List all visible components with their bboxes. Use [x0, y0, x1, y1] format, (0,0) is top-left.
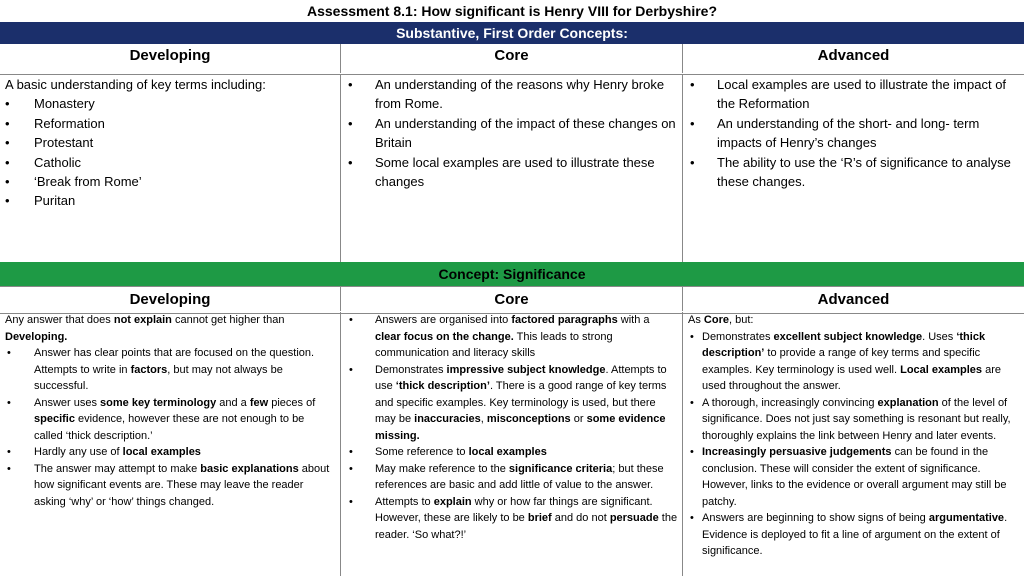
list-item: • The ability to use the ‘R’s of significance to analyse these changes. [690, 154, 1011, 190]
list-item: • Answers are organised into factored paragraphs with a clear focus on the change. This leads to strong communication and literacy skills [349, 314, 650, 359]
section2-core-cell [341, 312, 683, 576]
section1-content-row [0, 74, 1024, 262]
section1-developing-cell [0, 74, 341, 262]
page-title: Assessment 8.1: How significant is Henry VIII for Derbyshire? [0, 0, 1024, 23]
list-item: • An understanding of the short- and long- term impacts of Henry’s changes [690, 115, 980, 151]
section1-header-advanced: Advanced [683, 44, 1024, 73]
section2-header-core: Core [341, 287, 683, 311]
section1-advanced-cell [683, 74, 1024, 262]
developing-intro: Any answer that does not explain cannot get higher than Developing. [5, 314, 285, 343]
list-item: • Increasingly persuasive judgements can be found in the conclusion. These will consider the extent of significance. However, links to the evidence or overall argument may still be patchy. [690, 446, 1007, 508]
advanced-intro: As Core, but: [688, 314, 754, 326]
list-item: • Catholic [5, 154, 81, 170]
list-item: • Attempts to explain why or how far things are significant. However, these are likely to be brief and do not persuade the reader. ‘So what?!’ [349, 495, 678, 541]
core-list [346, 75, 678, 191]
core-criteria-list [346, 312, 678, 543]
key-terms-list [5, 94, 336, 210]
list-item: • Reformation [5, 115, 105, 131]
list-item: • Monastery [5, 96, 95, 112]
section2-header-developing: Developing [0, 287, 341, 311]
list-item: • A thorough, increasingly convincing explanation of the level of significance. Does not just say something is resonant but really, thoroughly explains the link between Henry and later events. [690, 396, 1011, 442]
section2-header-advanced: Advanced [683, 287, 1024, 311]
section2-header-row [0, 286, 1024, 314]
section2-content-row [0, 312, 1024, 576]
advanced-list [688, 75, 1020, 191]
section1-header-row [0, 44, 1024, 75]
section1-header-core: Core [341, 44, 683, 73]
list-item: • An understanding of the reasons why Henry broke from Rome. [348, 77, 665, 112]
list-item: • Answers are beginning to show signs of being argumentative. Evidence is deployed to fit a line of argument on the extent of significance. [690, 512, 1008, 557]
list-item: • Some reference to local examples [349, 446, 547, 458]
list-item: • Hardly any use of local examples [7, 446, 201, 458]
list-item: • Puritan [5, 193, 76, 209]
list-item: • ‘Break from Rome’ [5, 174, 142, 190]
list-item: • May make reference to the significance criteria; but these references are basic and add little of value to the answer. [349, 462, 664, 491]
list-item: • Answer has clear points that are focused on the question. Attempts to write in factors, but may not always be successful. [7, 347, 315, 392]
section2-band: Concept: Significance [0, 262, 1024, 286]
advanced-criteria-list [688, 329, 1020, 560]
developing-criteria-list [5, 345, 336, 510]
list-item: • An understanding of the impact of these changes on Britain [348, 115, 676, 151]
list-item: • Answer uses some key terminology and a few pieces of specific evidence, however these are not enough to be called ‘thick description.’ [7, 396, 316, 442]
list-item: • Demonstrates excellent subject knowledge. Uses ‘thick description’ to provide a range of key terms and specific examples. Key terminology is used well. Local examples are used throughout the answer. [690, 330, 1001, 392]
section1-band: Substantive, First Order Concepts: [0, 22, 1024, 44]
list-item: • The answer may attempt to make basic explanations about how significant events are. These may leave the reader asking ‘why’ or ‘how’ things changed. [7, 462, 330, 508]
list-item: • Local examples are used to illustrate the impact of the Reformation [690, 77, 1007, 112]
list-item: • Demonstrates impressive subject knowledge. Attempts to use ‘thick description’. There is a good range of key terms and specific examples. Key terminology is used, but there may be inaccuracies, misconceptions or some evidence missing. [349, 363, 667, 442]
list-item: • Protestant [5, 135, 94, 151]
section2-developing-cell [0, 312, 341, 576]
section1-core-cell [341, 74, 683, 262]
section1-header-developing: Developing [0, 44, 341, 73]
list-item: • Some local examples are used to illustrate these changes [348, 154, 655, 190]
section2-advanced-cell [683, 312, 1024, 576]
developing-intro: A basic understanding of key terms including: [5, 77, 266, 92]
